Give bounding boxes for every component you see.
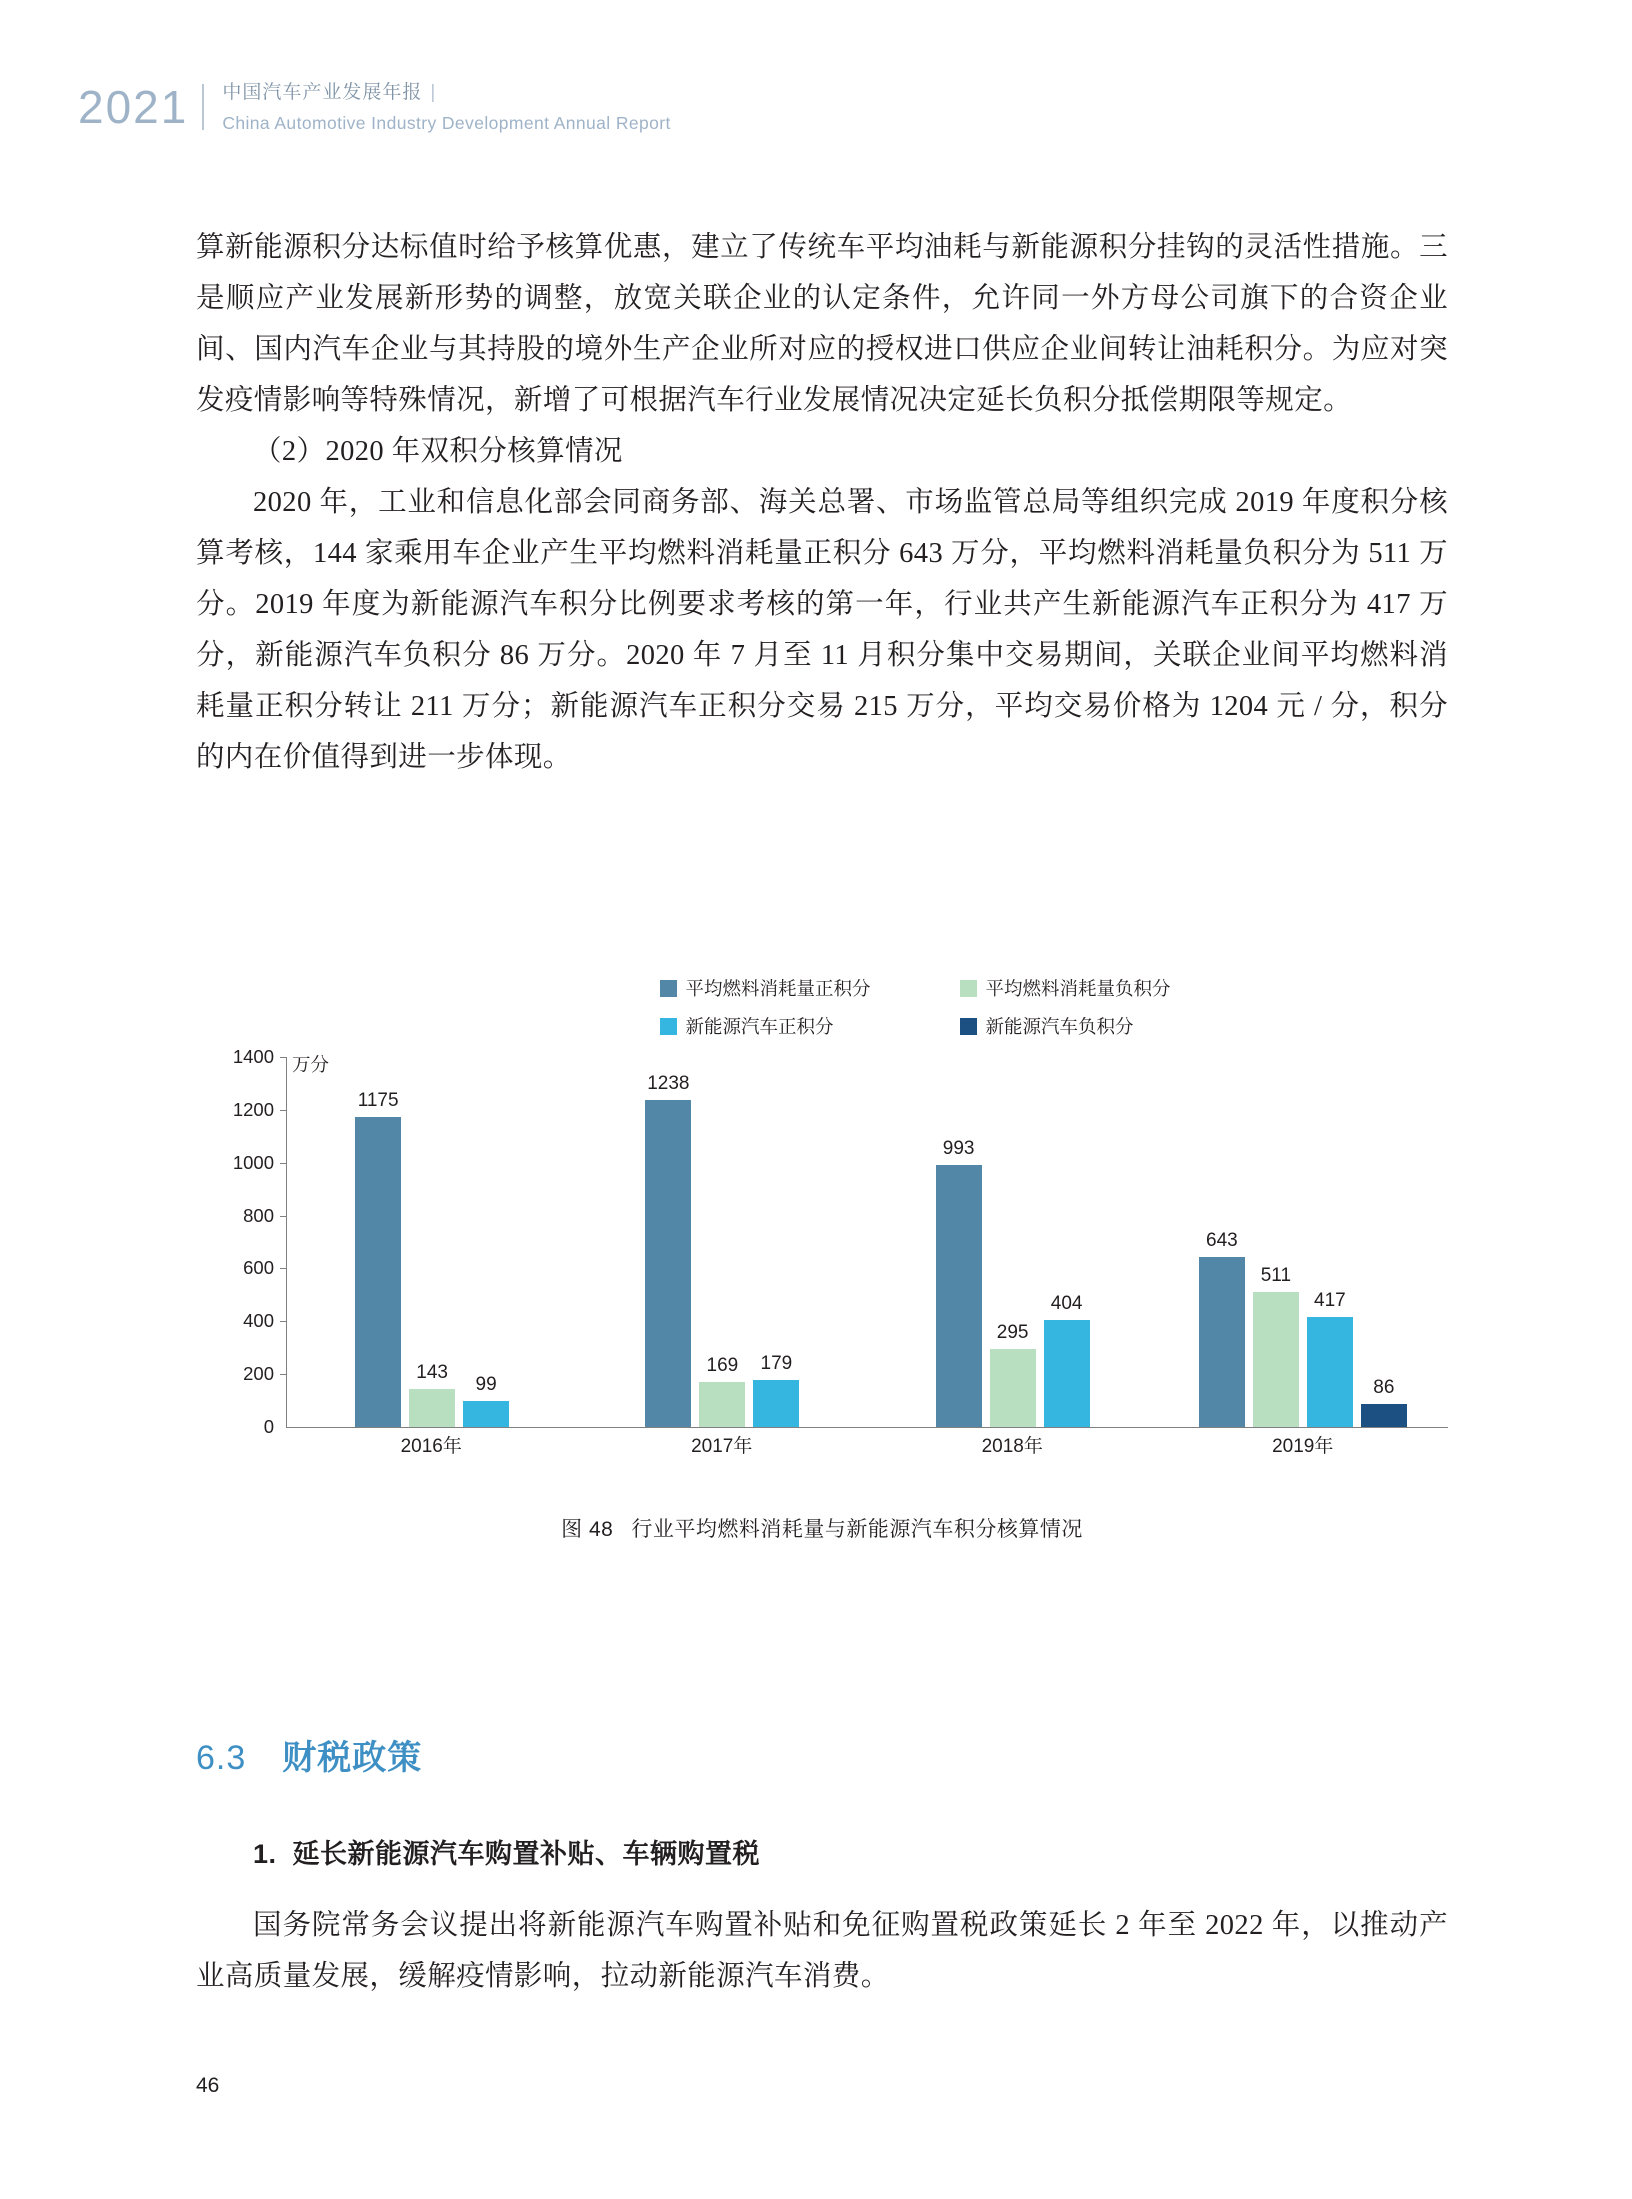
bar-group-2016: [287, 1057, 577, 1427]
y-tick-5: 1000: [232, 1151, 274, 1173]
header-title-cn-text: 中国汽车产业发展年报: [222, 82, 423, 103]
chart-plot-area: [196, 1046, 1448, 1457]
bar-2019-nev-negative: [1361, 1377, 1407, 1427]
legend-item-1: [960, 975, 1260, 1001]
bar-2016-fuel-negative: [409, 1362, 455, 1427]
section-body: [196, 1900, 1448, 2002]
legend-swatch-2: [660, 1018, 677, 1035]
bar-value-2018-1: 295: [996, 1322, 1029, 1343]
bar-2017-nev-positive: [753, 1352, 799, 1427]
bar-2018-nev-positive: [1044, 1293, 1090, 1427]
section-title: 财税政策: [282, 1739, 423, 1777]
bar-value-2019-0: 643: [1206, 1230, 1238, 1251]
chart-axes: [286, 1057, 1448, 1428]
page-number: 46: [196, 2074, 220, 2097]
legend-item-0: [660, 975, 960, 1001]
legend-label-3: 新能源汽车负积分: [985, 1016, 1134, 1037]
axis-tick-800: [280, 1216, 287, 1217]
y-tick-0: 0: [263, 1416, 274, 1437]
paragraph-2-heading: （2）2020 年双积分核算情况: [253, 436, 623, 467]
paragraph-1: 算新能源积分达标值时给予核算优惠，建立了传统车平均油耗与新能源积分挂钩的灵活性措施。三是顺应产业发展新形势的调整，放宽关联企业的认定条件，允许同一外方母公司旗下的合资企业间、国内汽车企业与其持股的境外生产企业所对应的授权进口供应企业间转让油耗积分。为应对突发疫情影响等特殊情况，新增了可根据汽车行业发展情况决定延长负积分抵偿期限等规定。: [196, 232, 1448, 416]
bar-group-2018: [868, 1057, 1158, 1427]
legend-swatch-1: [960, 980, 977, 997]
y-tick-1: 200: [243, 1363, 274, 1385]
bar-value-2017-1: 169: [706, 1355, 739, 1377]
y-tick-4: 800: [243, 1204, 274, 1226]
header-year: 2021: [78, 84, 204, 130]
bar-2019-nev-positive: [1307, 1289, 1353, 1427]
bar-2019-fuel-negative: [1253, 1264, 1299, 1427]
page-header: [78, 78, 671, 134]
bar-2019-fuel-positive: [1199, 1230, 1245, 1427]
x-tick-2016: 2016年: [400, 1436, 462, 1457]
axis-tick-200: [280, 1374, 287, 1375]
bar-value-2017-0: 1238: [647, 1072, 690, 1094]
legend-swatch-3: [960, 1018, 977, 1035]
header-titles: [204, 78, 670, 134]
bar-2017-fuel-positive: [645, 1072, 691, 1427]
x-axis-labels: [286, 1431, 1448, 1458]
x-tick-2017: 2017年: [691, 1436, 753, 1457]
header-title-divider: |: [430, 82, 437, 103]
bar-value-2017-2: 179: [760, 1352, 793, 1374]
legend-label-2: 新能源汽车正积分: [685, 1016, 834, 1037]
y-axis-labels: [196, 1046, 274, 1437]
bar-value-2019-1: 511: [1260, 1264, 1292, 1286]
figure-caption-label: 图 48: [561, 1518, 614, 1541]
bar-value-2019-3: 86: [1373, 1377, 1395, 1399]
bar-value-2016-0: 1175: [357, 1089, 399, 1111]
legend-item-2: [660, 1013, 960, 1039]
figure-48: [196, 975, 1448, 1543]
bar-2016-fuel-positive: [355, 1089, 401, 1428]
bar-value-2019-2: 417: [1314, 1289, 1346, 1311]
bar-2018-fuel-positive: [936, 1137, 982, 1428]
y-tick-2: 400: [243, 1310, 274, 1332]
x-tick-2019: 2019年: [1272, 1436, 1334, 1457]
figure-caption-text: 行业平均燃料消耗量与新能源汽车积分核算情况: [631, 1518, 1083, 1541]
subsection-heading: [253, 1832, 760, 1871]
section-number: 6.3: [196, 1739, 247, 1777]
chart-bar-groups: [287, 1057, 1448, 1427]
axis-tick-600: [280, 1268, 287, 1269]
subsection-title: 延长新能源汽车购置补贴、车辆购置税: [292, 1839, 761, 1869]
subsection-number: 1.: [253, 1839, 277, 1869]
header-title-cn: [222, 80, 670, 107]
y-tick-7: 1400: [232, 1046, 274, 1067]
bar-value-2018-0: 993: [942, 1137, 975, 1159]
bar-value-2016-2: 99: [475, 1373, 497, 1395]
bar-group-2017: [577, 1057, 867, 1427]
paragraph-3: 2020 年，工业和信息化部会同商务部、海关总署、市场监管总局等组织完成 2019 年度积分核算考核，144 家乘用车企业产生平均燃料消耗量正积分 643 万分，平均燃料消耗量负积分为 511 万分。2019 年度为新能源汽车积分比例要求考核的第一年，行业共产生新能源汽车正积分为 417 万分，新能源汽车负积分 86 万分。2020 年 7 月至 11 月积分集中交易期间，关联企业间平均燃料消耗量正积分转让 211 万分；新能源汽车正积分交易 215 万分，平均交易价格为 1204 元 / 分，积分的内在价值得到进一步体现。: [196, 487, 1448, 773]
x-tick-2018: 2018年: [981, 1436, 1043, 1457]
bar-2017-fuel-negative: [699, 1355, 745, 1427]
header-title-en: China Automotive Industry Development Annual Report: [222, 112, 671, 133]
legend-label-1: 平均燃料消耗量负积分: [985, 978, 1171, 999]
body-content: [196, 222, 1448, 783]
axis-tick-1400: [280, 1057, 287, 1058]
y-axis-unit: 万分: [292, 1054, 330, 1075]
bar-value-2018-2: 404: [1050, 1293, 1083, 1315]
legend-label-0: 平均燃料消耗量正积分: [685, 978, 871, 999]
chart-legend: [385, 975, 1260, 1051]
y-tick-3: 600: [243, 1257, 274, 1279]
bar-2018-fuel-negative: [990, 1322, 1036, 1427]
y-tick-6: 1200: [232, 1098, 274, 1120]
axis-tick-1200: [280, 1110, 287, 1111]
axis-tick-1000: [280, 1163, 287, 1164]
bar-group-2019: [1158, 1057, 1448, 1427]
bar-value-2016-1: 143: [416, 1362, 448, 1384]
figure-caption: [196, 1513, 1448, 1543]
bar-2016-nev-positive: [463, 1373, 509, 1427]
section-heading: [196, 1730, 422, 1779]
section-paragraph: 国务院常务会议提出将新能源汽车购置补贴和免征购置税政策延长 2 年至 2022 年，以推动产业高质量发展，缓解疫情影响，拉动新能源汽车消费。: [196, 1910, 1448, 1992]
legend-item-3: [960, 1013, 1260, 1039]
legend-swatch-0: [660, 980, 677, 997]
axis-tick-400: [280, 1321, 287, 1322]
